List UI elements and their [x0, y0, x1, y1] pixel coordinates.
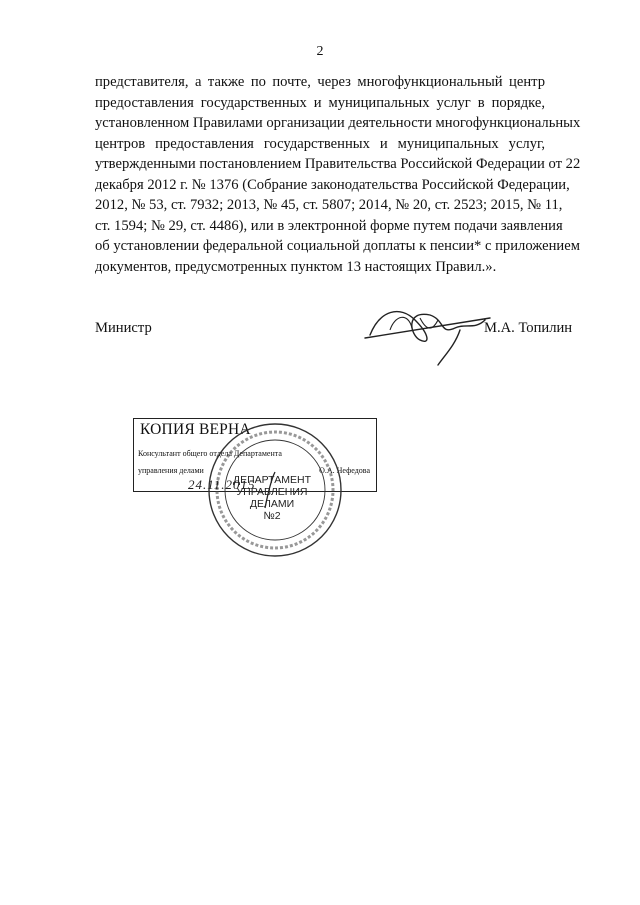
signature-title: Министр	[95, 320, 152, 336]
body-line: 2012, № 53, ст. 7932; 2013, № 45, ст. 5807; 2014, № 20, ст. 2523; 2015, № 11,	[95, 197, 563, 213]
seal-line: №2	[263, 510, 281, 522]
body-line: представителя, а также по почте, через многофункциональный центр	[95, 74, 545, 90]
stamp-date: 24.11.2015	[188, 477, 256, 492]
stamp-title: КОПИЯ ВЕРНА	[140, 421, 251, 438]
handwritten-signature	[360, 290, 500, 370]
body-line: предоставления государственных и муниципальных услуг в порядке,	[95, 94, 545, 111]
page-number: 2	[316, 44, 324, 59]
body-line: ст. 1594; № 29, ст. 4486), или в электронной форме путем подачи заявления	[95, 217, 563, 234]
body-text	[95, 72, 581, 277]
body-line: центров предоставления государственных и муниципальных услуг,	[95, 135, 545, 152]
signature-name: М.А. Топилин	[484, 320, 573, 336]
body-line: документов, предусмотренных пунктом 13 настоящих Правил.».	[95, 258, 497, 275]
stamp-position: Консультант общего отдела Департамента	[138, 449, 282, 458]
stamp-department: управления делами	[138, 466, 204, 475]
body-line: об установлении федеральной социальной доплаты к пенсии* с приложением	[95, 238, 580, 254]
seal-line: ДЕПАРТАМЕНТ	[232, 474, 311, 486]
seal-line: УПРАВЛЕНИЯ	[236, 486, 308, 498]
body-line: установленном Правилами организации деятельности многофункциональных	[95, 115, 581, 131]
seal-line: ДЕЛАМИ	[249, 498, 295, 510]
body-line: утвержденными постановлением Правительства Российской Федерации от 22	[95, 156, 581, 172]
stamp-name: О.А. Нефедова	[319, 466, 370, 475]
body-line: декабря 2012 г. № 1376 (Собрание законодательства Российской Федерации,	[95, 176, 570, 193]
